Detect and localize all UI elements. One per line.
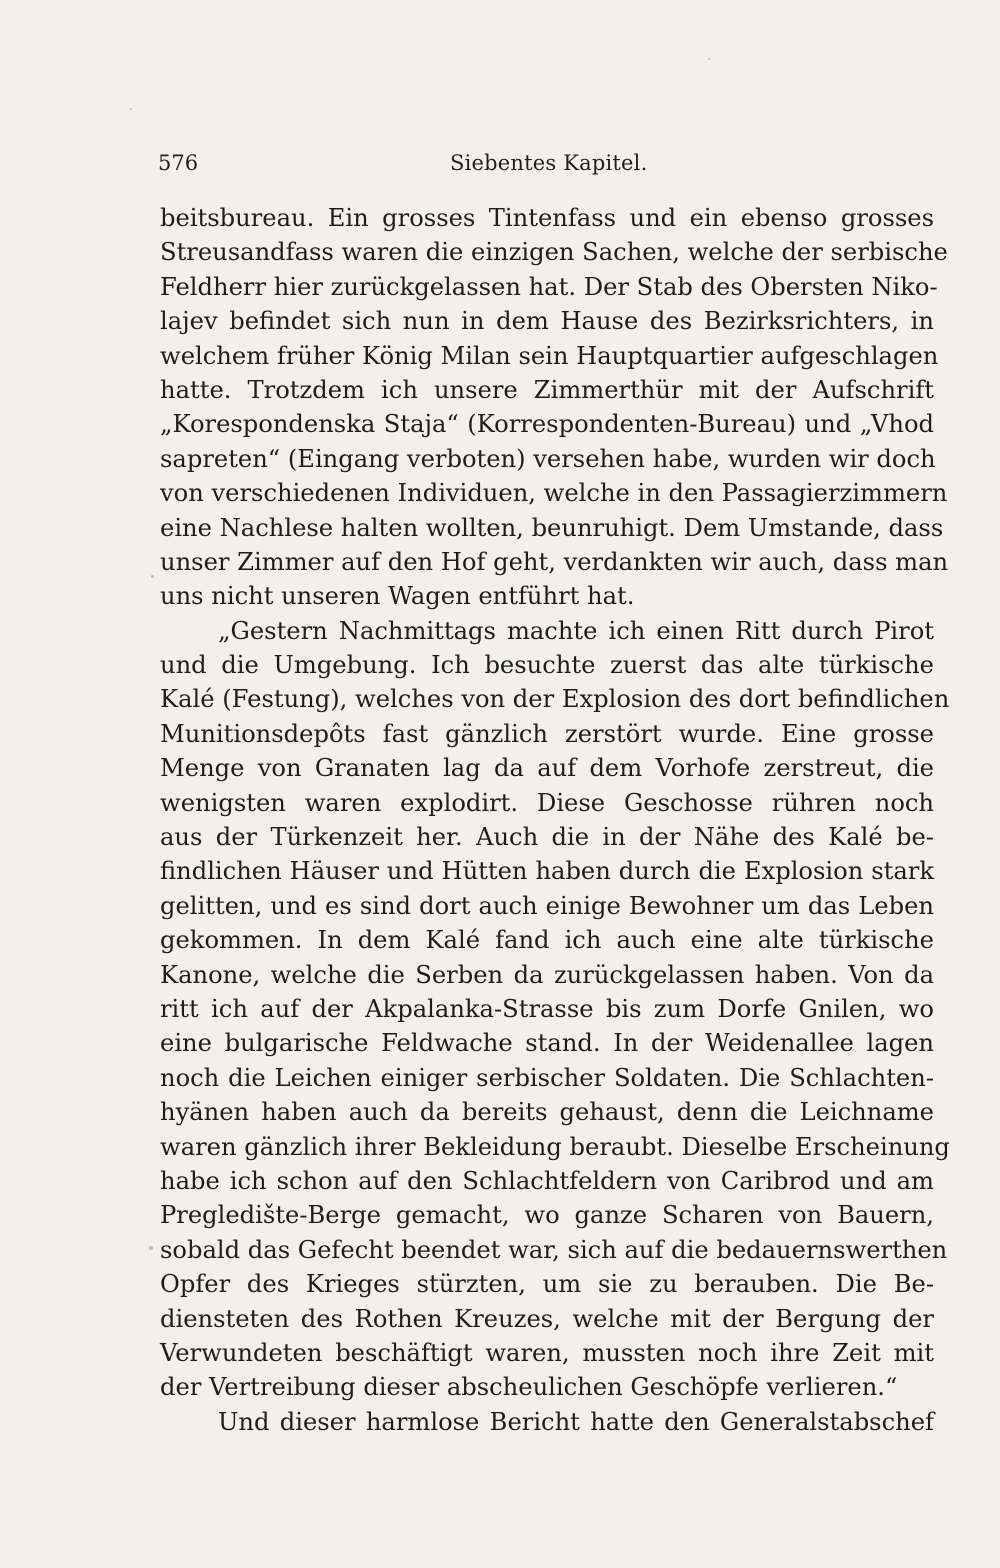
text-line: diensteten des Rothen Kreuzes, welche mit der Bergung der — [160, 1304, 934, 1333]
text-line: Und dieser harmlose Bericht hatte den Generalstabschef — [218, 1407, 934, 1436]
text-line: lajev befindet sich nun in dem Hause des Bezirksrichters, in — [160, 307, 934, 336]
text-line: Kanone, welche die Serben da zurückgelassen haben. Von da — [160, 960, 934, 989]
text-line: hyänen haben auch da bereits gehaust, denn die Leichname — [160, 1098, 934, 1127]
paper-speck — [151, 575, 154, 578]
text-line: von verschiedenen Individuen, welche in den Passagierzimmern — [160, 479, 948, 508]
text-line: der Vertreibung dieser abscheulichen Geschöpfe verlieren.“ — [160, 1373, 898, 1402]
body-text — [160, 201, 950, 1439]
text-line: unser Zimmer auf den Hof geht, verdankten wir auch, dass man — [160, 547, 949, 576]
text-line: Verwundeten beschäftigt waren, mussten noch ihre Zeit mit — [160, 1338, 934, 1367]
running-head — [158, 151, 936, 187]
text-line: gelitten, und es sind dort auch einige Bewohner um das Leben — [160, 891, 934, 920]
text-line: habe ich schon auf den Schlachtfeldern von Caribrod und am — [160, 1166, 934, 1195]
text-line: „Gestern Nachmittags machte ich einen Ritt durch Pirot — [218, 616, 934, 645]
text-line: noch die Leichen einiger serbischer Soldaten. Die Schlachten- — [160, 1063, 934, 1092]
text-line: findlichen Häuser und Hütten haben durch die Explosion stark — [160, 857, 934, 886]
text-line: hatte. Trotzdem ich unsere Zimmerthür mit der Aufschrift — [160, 375, 934, 404]
paper-speck — [149, 1246, 153, 1250]
text-line: „Korespondenska Staja“ (Korrespondenten-Bureau) und „Vhod — [160, 410, 934, 439]
text-line: Feldherr hier zurückgelassen hat. Der Stab des Obersten Niko- — [160, 272, 938, 301]
text-line: waren gänzlich ihrer Bekleidung beraubt. Dieselbe Erscheinung — [160, 1132, 950, 1161]
text-line: sapreten“ (Eingang verboten) versehen habe, wurden wir doch — [160, 444, 936, 473]
text-line: eine bulgarische Feldwache stand. In der Weidenallee lagen — [160, 1029, 934, 1058]
text-line: gekommen. In dem Kalé fand ich auch eine alte türkische — [160, 926, 934, 955]
text-line: Munitionsdepôts fast gänzlich zerstört wurde. Eine grosse — [160, 719, 934, 748]
text-line: sobald das Gefecht beendet war, sich auf die bedauernswerthen — [160, 1235, 948, 1264]
paper-speck — [708, 58, 710, 60]
text-line: aus der Türkenzeit her. Auch die in der Nähe des Kalé be- — [160, 823, 934, 852]
text-line: und die Umgebung. Ich besuchte zuerst das alte türkische — [160, 651, 934, 680]
page-number: 576 — [158, 151, 199, 175]
text-line: Opfer des Krieges stürzten, um sie zu berauben. Die Be- — [160, 1270, 934, 1299]
text-line: eine Nachlese halten wollten, beunruhigt. Dem Umstande, dass — [160, 513, 944, 542]
text-line: wenigsten waren explodirt. Diese Geschosse rühren noch — [160, 788, 934, 817]
chapter-title: Siebentes Kapitel. — [450, 151, 648, 175]
text-line: ritt ich auf der Akpalanka-Strasse bis zum Dorfe Gnilen, wo — [160, 994, 934, 1023]
text-line: uns nicht unseren Wagen entführt hat. — [160, 582, 635, 611]
text-line: beitsbureau. Ein grosses Tintenfass und ein ebenso grosses — [160, 204, 934, 232]
text-line: Pregledište-Berge gemacht, wo ganze Scharen von Bauern, — [160, 1201, 934, 1230]
text-line: welchem früher König Milan sein Hauptquartier aufgeschlagen — [160, 341, 939, 370]
text-line: Kalé (Festung), welches von der Explosion des dort befindlichen — [160, 685, 950, 714]
paper-speck — [130, 108, 132, 110]
text-line: Streusandfass waren die einzigen Sachen, welche der serbische — [160, 238, 948, 267]
text-line: Menge von Granaten lag da auf dem Vorhofe zerstreut, die — [160, 754, 934, 783]
